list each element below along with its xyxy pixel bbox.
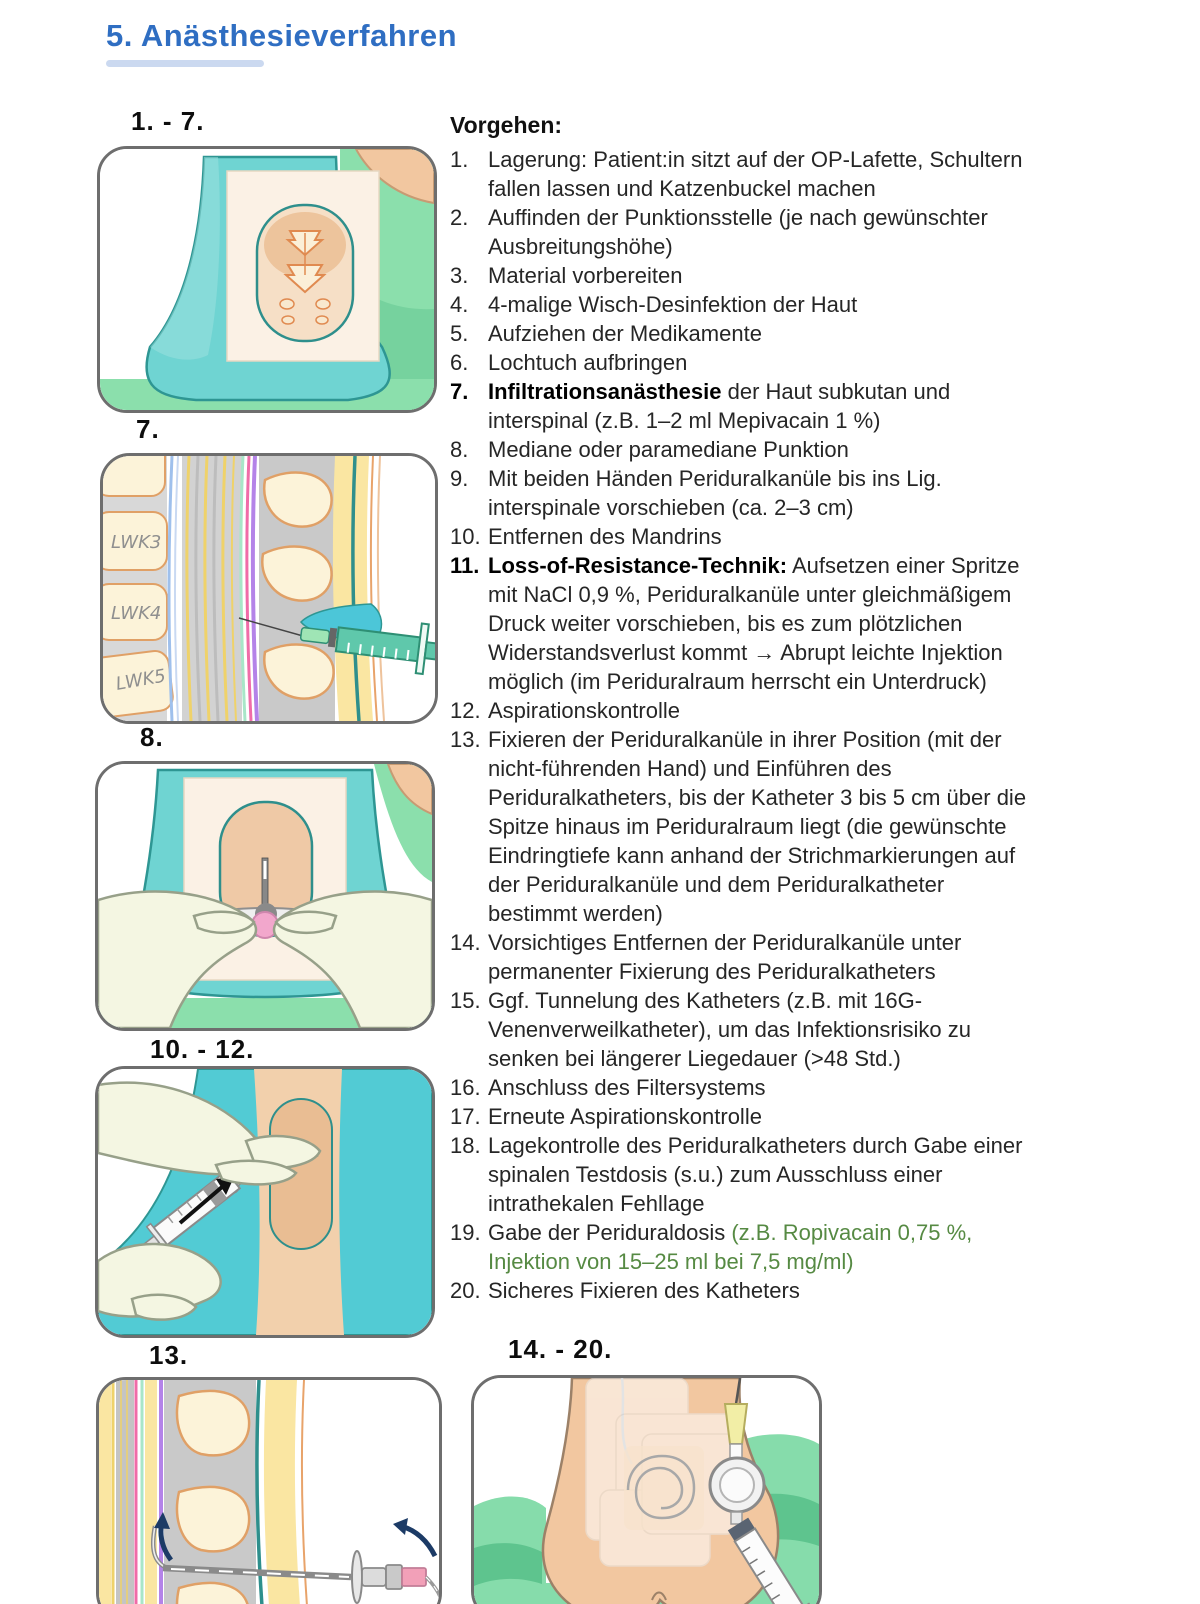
- procedure-list: [450, 145, 1040, 1305]
- figure-13-illustration: [99, 1380, 439, 1604]
- procedure-step: [450, 348, 1040, 377]
- figure-patient-positioning: [97, 146, 437, 413]
- label-lwk5: LWK5: [114, 665, 168, 695]
- title-underline: [106, 60, 264, 67]
- figure-label-1-7: 1. - 7.: [131, 106, 205, 136]
- procedure-step: [450, 319, 1040, 348]
- procedure-step: [450, 145, 1040, 203]
- procedure-step: [450, 1073, 1040, 1102]
- procedure-step: [450, 928, 1040, 986]
- step-text: Auffinden der Punktionsstelle (je nach gewünschter Ausbreitungshöhe): [488, 205, 988, 259]
- procedure-step: [450, 551, 1040, 696]
- step-number: 3.: [450, 263, 469, 288]
- procedure-step: [450, 986, 1040, 1073]
- procedure-step: [450, 1218, 1040, 1276]
- figure-spine-infiltration: [100, 453, 438, 724]
- step-number: 8.: [450, 437, 469, 462]
- step-number: 20.: [450, 1278, 481, 1303]
- step-number: 16.: [450, 1075, 481, 1100]
- procedure-step: [450, 435, 1040, 464]
- step-number: 2.: [450, 205, 469, 230]
- figure-1-7-illustration: [100, 149, 434, 410]
- procedure-heading: Vorgehen:: [450, 112, 563, 138]
- step-number: 5.: [450, 321, 469, 346]
- procedure-step: [450, 290, 1040, 319]
- procedure-section: [450, 112, 1040, 1305]
- figure-catheter-fixation: [471, 1375, 822, 1604]
- step-text: Anschluss des Filtersystems: [488, 1075, 766, 1100]
- step-number: 6.: [450, 350, 469, 375]
- step-text: Lochtuch aufbringen: [488, 350, 688, 375]
- step-text: Aufziehen der Medikamente: [488, 321, 762, 346]
- step-green-note: (z.B. Ropivacain 0,75 %, Injektion von 15–25 ml bei 7,5 mg/ml): [488, 1220, 973, 1274]
- procedure-step: [450, 522, 1040, 551]
- step-number: 15.: [450, 988, 481, 1013]
- figure-14-20-illustration: [474, 1378, 819, 1604]
- procedure-step: [450, 725, 1040, 928]
- epidural-needle-icon: [262, 858, 268, 906]
- step-text: Erneute Aspirationskontrolle: [488, 1104, 762, 1129]
- figure-label-8: 8.: [140, 722, 164, 752]
- figure-8-illustration: [98, 764, 432, 1028]
- figure-puncture-hands: [95, 761, 435, 1031]
- procedure-step: [450, 464, 1040, 522]
- step-number: 4.: [450, 292, 469, 317]
- exposed-skin: [254, 1069, 344, 1335]
- step-text: Sicheres Fixieren des Katheters: [488, 1278, 800, 1303]
- step-number: 18.: [450, 1133, 481, 1158]
- step-text: Lagekontrolle des Periduralkatheters durch Gabe einer spinalen Testdosis (s.u.) zum Ausschluss einer intrathekalen Fehllage: [488, 1133, 1023, 1216]
- label-lwk3: LWK3: [111, 532, 162, 553]
- figure-10-12-illustration: [98, 1069, 432, 1335]
- step-number: 1.: [450, 147, 469, 172]
- page-title: 5. Anästhesieverfahren: [106, 18, 458, 53]
- procedure-step: [450, 261, 1040, 290]
- step-number: 7.: [450, 379, 469, 404]
- step-text: Lagerung: Patient:in sitzt auf der OP-Lafette, Schultern fallen lassen und Katzenbuckel machen: [488, 147, 1023, 201]
- procedure-step: [450, 377, 1040, 435]
- figure-label-7: 7.: [136, 414, 160, 444]
- spinous-processes: [262, 472, 333, 698]
- step-text: Entfernen des Mandrins: [488, 524, 722, 549]
- step-number: 14.: [450, 930, 481, 955]
- step-text: Loss-of-Resistance-Technik: Aufsetzen einer Spritze mit NaCl 0,9 %, Periduralkanüle unter gleichmäßigem Druck weiter vorschieben, bis es zum plötzlichen Widerstandsverlust kommt → Abrupt leichte Injektion möglich (im Periduralraum herrscht ein Unterdruck): [488, 553, 1020, 694]
- step-text: Ggf. Tunnelung des Katheters (z.B. mit 16G-Venenverweilkatheter), um das Infektionsrisiko zu senken bei längerer Liegedauer (>48 Std.): [488, 988, 972, 1071]
- procedure-step: [450, 1276, 1040, 1305]
- figure-7-illustration: [103, 456, 435, 721]
- step-text: Material vorbereiten: [488, 263, 683, 288]
- procedure-step: [450, 696, 1040, 725]
- step-number: 9.: [450, 466, 469, 491]
- figure-loss-of-resistance: [95, 1066, 435, 1338]
- step-number: 13.: [450, 727, 481, 752]
- needle-cap-icon: [725, 1404, 747, 1444]
- step-bold-lead: Infiltrationsanästhesie: [488, 379, 722, 404]
- figure-label-13: 13.: [149, 1340, 189, 1370]
- step-text: Aspirationskontrolle: [488, 698, 680, 723]
- step-number: 19.: [450, 1220, 481, 1245]
- step-text: 4-malige Wisch-Desinfektion der Haut: [488, 292, 858, 317]
- procedure-step: [450, 203, 1040, 261]
- label-lwk4: LWK4: [111, 603, 162, 624]
- procedure-step: [450, 1102, 1040, 1131]
- figure-catheter-insertion: [96, 1377, 442, 1604]
- figure-label-10-12: 10. - 12.: [150, 1034, 255, 1064]
- step-number: 11.: [450, 553, 480, 578]
- step-text: Gabe der Periduraldosis (z.B. Ropivacain 0,75 %, Injektion von 15–25 ml bei 7,5 mg/ml): [488, 1220, 973, 1274]
- step-text: Vorsichtiges Entfernen der Periduralkanüle unter permanenter Fixierung des Periduralkatheters: [488, 930, 962, 984]
- step-text: Infiltrationsanästhesie der Haut subkutan und interspinal (z.B. 1–2 ml Mepivacain 1 %): [488, 379, 951, 433]
- step-number: 17.: [450, 1104, 481, 1129]
- step-bold-lead: Loss-of-Resistance-Technik:: [488, 553, 788, 578]
- step-text: Mit beiden Händen Periduralkanüle bis ins Lig. interspinale vorschieben (ca. 2–3 cm): [488, 466, 942, 520]
- step-number: 12.: [450, 698, 481, 723]
- step-number: 10.: [450, 524, 481, 549]
- step-text: Fixieren der Periduralkanüle in ihrer Position (mit der nicht-führenden Hand) und Einführen des Periduralkatheters, bis der Katheter 3 bis 5 cm über die Spitze hinaus im Periduralraum liegt (die gewünschte Eindringtiefe kann anhand der Strichmarkierungen auf der Periduralkanüle und dem Periduralkatheter bestimmt werden): [488, 727, 1027, 926]
- figure-label-14-20: 14. - 20.: [508, 1334, 613, 1364]
- procedure-step: [450, 1131, 1040, 1218]
- step-text: Mediane oder paramediane Punktion: [488, 437, 849, 462]
